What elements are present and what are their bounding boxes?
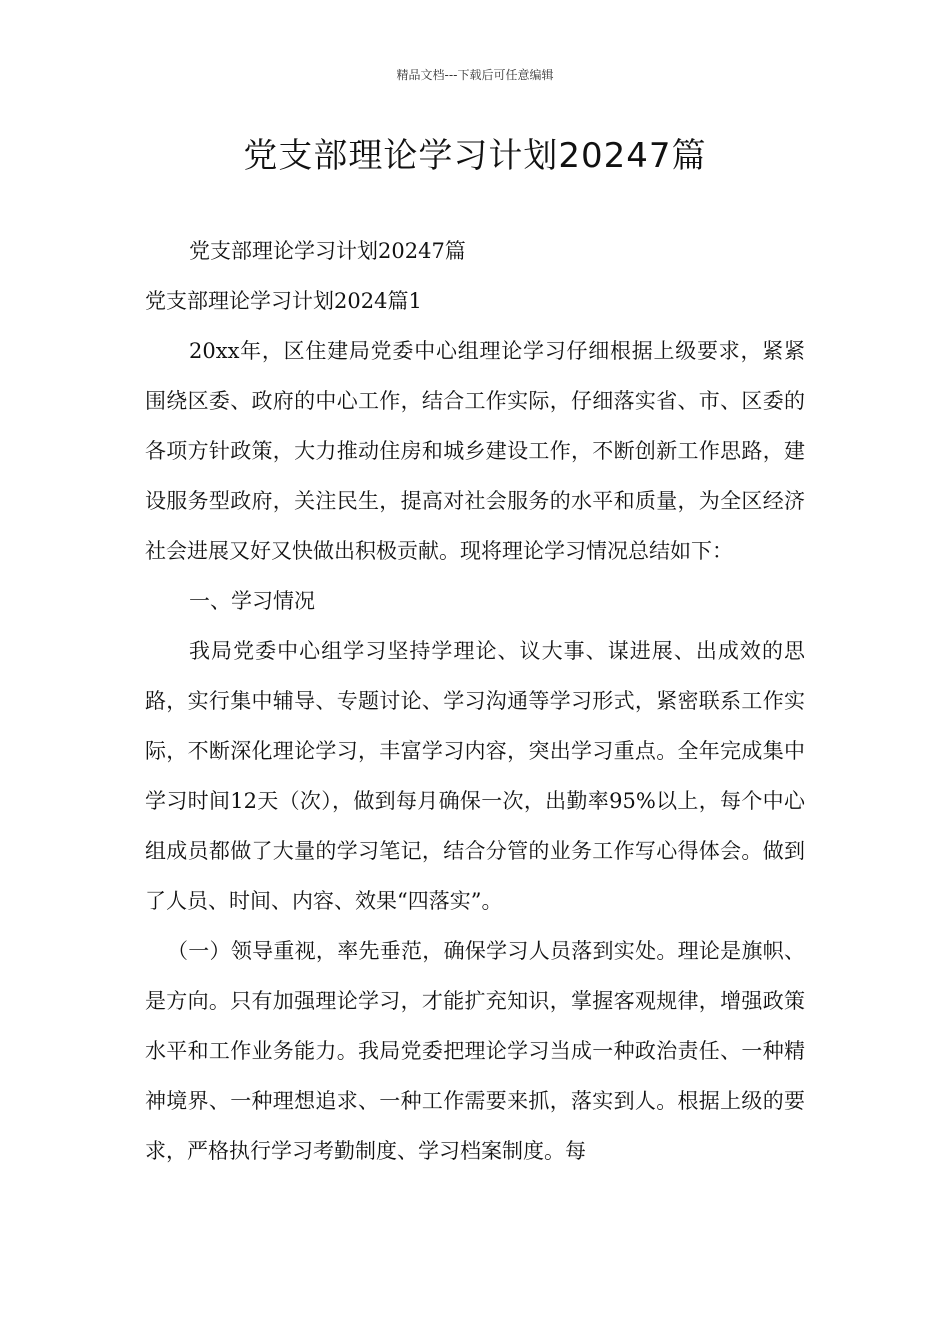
document-subtitle: 党支部理论学习计划20247篇 — [189, 239, 466, 263]
paragraph-leadership: （一）领导重视，率先垂范，确保学习人员落到实处。理论是旗帜、是方向。只有加强理论学习，才能扩充知识，掌握客观规律，增强政策水平和工作业务能力。我局党委把理论学习当成一种政治责任、一种精神境界、一种理想追求、一种工作需要来抓，落实到人。根据上级的要求，严格执行学习考勤制度、学习档案制度。每 — [145, 939, 805, 1163]
header-note: 精品文档---下载后可任意编辑 — [396, 68, 554, 82]
paragraph-intro: 20xx年，区住建局党委中心组理论学习仔细根据上级要求，紧紧围绕区委、政府的中心工作，结合工作实际，仔细落实省、市、区委的各项方针政策，大力推动住房和城乡建设工作，不断创新工作思路，建设服务型政府，关注民生，提高对社会服务的水平和质量，为全区经济社会进展又好又快做出积极贡献。现将理论学习情况总结如下： — [145, 339, 805, 563]
paragraph-study-details: 我局党委中心组学习坚持学理论、议大事、谋进展、出成效的思路，实行集中辅导、专题讨论、学习沟通等学习形式，紧密联系工作实际，不断深化理论学习，丰富学习内容，突出学习重点。全年完成集中学习时间12天（次），做到每月确保一次，出勤率95%以上，每个中心组成员都做了大量的学习笔记，结合分管的业务工作写心得体会。做到了人员、时间、内容、效果“四落实”。 — [145, 639, 805, 913]
document-title: 党支部理论学习计划20247篇 — [243, 136, 707, 176]
document-body — [145, 226, 805, 1176]
heading-study-situation: 一、学习情况 — [189, 589, 315, 613]
section-heading: 党支部理论学习计划2024篇1 — [145, 289, 422, 313]
